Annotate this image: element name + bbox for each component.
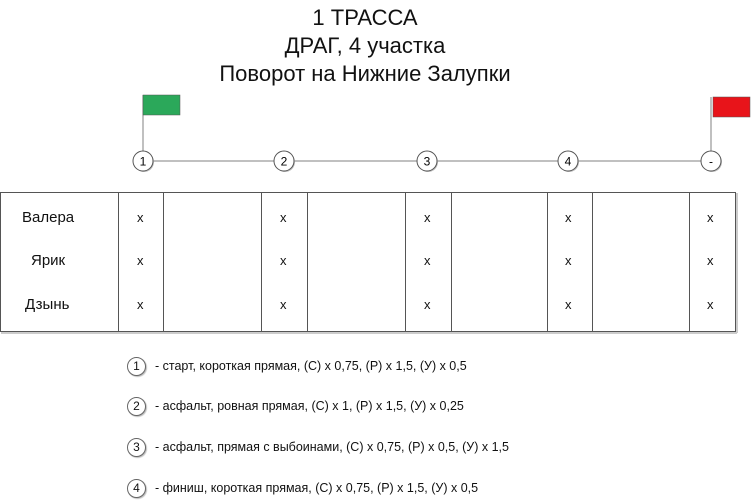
- cell-mark: x: [707, 210, 714, 225]
- checkpoint-2-label: 2: [280, 154, 288, 169]
- racer-name-valera: Валера: [22, 209, 75, 226]
- finish-flag-icon: [713, 97, 750, 117]
- cell-mark: x: [707, 297, 714, 312]
- checkpoint-finish: [701, 151, 722, 172]
- legend-text-4: - финиш, короткая прямая, (С) х 0,75, (Р) х 1,5, (У) х 0,5: [155, 481, 479, 495]
- results-table-frame: [1, 192, 739, 334]
- legend-num-3: 3: [127, 438, 146, 457]
- title-location: Поворот на Нижние Залупки: [219, 61, 511, 86]
- title-race-type: ДРАГ, 4 участка: [284, 33, 446, 58]
- cell-mark: x: [565, 210, 572, 225]
- racer-name-yarik: Ярик: [31, 252, 66, 269]
- cell-mark: x: [137, 297, 144, 312]
- legend-item-1: [127, 355, 467, 377]
- racer-name-dzyn: Дзынь: [25, 296, 70, 313]
- checkpoint-4-label: 4: [564, 154, 572, 169]
- legend-num-1: 1: [127, 357, 146, 376]
- legend-item-4: [127, 477, 478, 499]
- cell-mark: x: [707, 253, 714, 268]
- checkpoint-1: [133, 151, 154, 172]
- start-flag-icon: [143, 95, 180, 115]
- cell-mark: x: [424, 253, 431, 268]
- checkpoint-1-label: 1: [139, 154, 147, 169]
- checkpoint-4: [558, 151, 579, 172]
- legend-num-2: 2: [127, 397, 146, 416]
- cell-mark: x: [137, 210, 144, 225]
- checkpoint-3-label: 3: [423, 154, 431, 169]
- checkpoint-finish-label: -: [709, 154, 713, 169]
- cell-mark: x: [424, 210, 431, 225]
- cell-mark: x: [280, 297, 287, 312]
- cell-mark: x: [137, 253, 144, 268]
- cell-mark: x: [280, 210, 287, 225]
- legend-num-4: 4: [127, 479, 146, 498]
- checkpoint-3: [417, 151, 438, 172]
- legend-text-3: - асфальт, прямая с выбоинами, (С) х 0,75, (Р) х 0,5, (У) х 1,5: [155, 440, 509, 454]
- title-track: 1 ТРАССА: [312, 5, 418, 30]
- legend-item-3: [127, 436, 509, 458]
- legend-text-1: - старт, короткая прямая, (С) х 0,75, (Р) х 1,5, (У) х 0,5: [155, 359, 467, 373]
- legend-item-2: [127, 395, 464, 417]
- cell-mark: x: [424, 297, 431, 312]
- legend-text-2: - асфальт, ровная прямая, (С) х 1, (Р) х 1,5, (У) х 0,25: [155, 399, 464, 413]
- cell-mark: x: [280, 253, 287, 268]
- cell-mark: x: [565, 297, 572, 312]
- checkpoint-2: [274, 151, 295, 172]
- cell-mark: x: [565, 253, 572, 268]
